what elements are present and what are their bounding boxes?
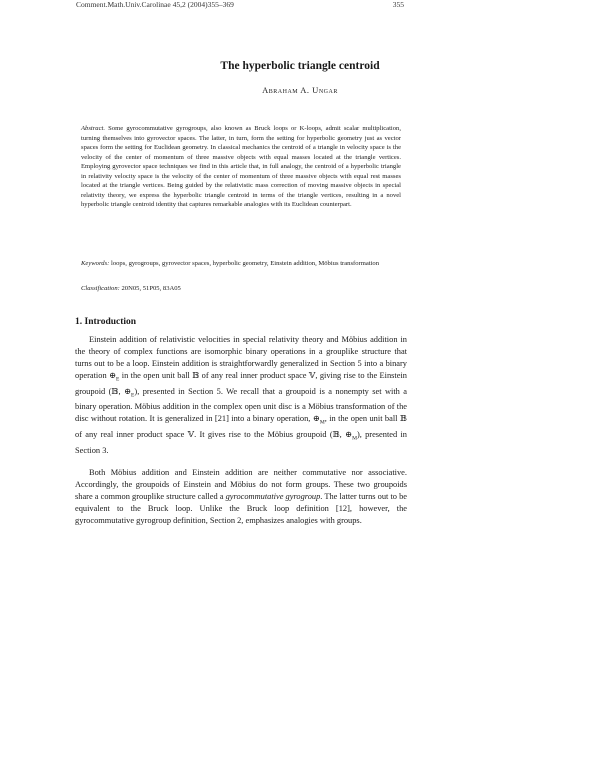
page-number: 355	[392, 0, 404, 9]
journal-citation: Comment.Math.Univ.Carolinae 45,2 (2004)355–369	[76, 0, 234, 9]
classification-text: 20N05, 51P05, 83A05	[121, 285, 181, 292]
keywords	[81, 259, 401, 269]
keywords-text: loops, gyrogroups, gyrovector spaces, hyperbolic geometry, Einstein addition, Möbius transformation	[110, 260, 380, 267]
p1-sub-e2: E	[131, 392, 135, 399]
section-heading: 1. Introduction	[75, 317, 137, 327]
p1-part-b: in the open unit ball 𝔹 of any real inner product space 𝕍, giving rise to the Einstein groupoid (𝔹, ⊕	[75, 371, 407, 396]
p2-part-b: . The latter turns out to be equivalent to the Bruck loop. Unlike the Bruck loop definition [12], however, the gyrocommutative gyrogroup definition, Section 2, emphasizes analogies with groups.	[75, 492, 407, 525]
p1-part-e: ), presented in Section 3.	[75, 430, 407, 455]
abstract-label: Abstract.	[81, 125, 105, 132]
classification	[81, 284, 401, 294]
classification-label: Classification:	[81, 285, 120, 292]
p2-emphasis: gyrocommutative gyrogroup	[225, 492, 321, 501]
p1-part-d: , in the open unit ball 𝔹 of any real inner product space 𝕍. It gives rise to the Möbius groupoid (𝔹, ⊕	[75, 414, 407, 440]
p1-part-a: Einstein addition of relativistic velocities in special relativity theory and Möbius addition in the theory of complex functions are isomorphic binary operations in a grouplike structure that turns out to be a loop. Einstein addition is straightforwardly generalized in Section 5 into a binary operation ⊕	[75, 335, 407, 380]
p1-part-c: ), presented in Section 5. We recall that a groupoid is a nonempty set with a binary operation. Möbius addition in the complex open unit disc is a Möbius transformation of the disc without rotation. It is generalized in [21] into a binary operation, ⊕	[75, 386, 407, 424]
keywords-label: Keywords:	[81, 260, 110, 267]
paper-author: Abraham A. Ungar	[262, 85, 338, 95]
p2-part-a: Both Möbius addition and Einstein addition are neither commutative nor associative. Accordingly, the groupoids of Einstein and Möbius do not form groups. These two groupoids share a common grouplike structure called a	[75, 468, 407, 501]
paper-title: The hyperbolic triangle centroid	[220, 60, 380, 72]
p1-sub-m1: M	[319, 420, 325, 427]
running-head	[76, 0, 404, 9]
paragraph-2	[75, 467, 407, 527]
p1-sub-e1: E	[116, 376, 120, 383]
abstract-text: Some gyrocommutative gyrogroups, also known as Bruck loops or K-loops, admit scalar multiplication, turning themselves into gyrovector spaces. The latter, in turn, form the setting for hyperbolic geometry just as vector spaces form the setting for Euclidean geometry. In classical mechanics the centroid of a triangle in velocity space is the velocity of the center of momentum of three massive objects with equal masses located at the triangle vertices. Employing gyrovector space techniques we find in this article that, in full analogy, the centroid of a hyperbolic triangle in relativity velocity space is the velocity of the center of momentum of three massive objects with equal rest masses located at the triangle vertices. Being guided by the relativistic mass correction of moving massive objects in special relativity theory, we express the hyperbolic triangle centroid in terms of the triangle vertices, resulting in a novel hyperbolic triangle centroid identity that captures remarkable analogies with its Euclidean counterpart.	[81, 125, 401, 209]
abstract	[81, 124, 401, 210]
paragraph-1	[75, 334, 407, 457]
p1-sub-m2: M	[352, 435, 357, 442]
